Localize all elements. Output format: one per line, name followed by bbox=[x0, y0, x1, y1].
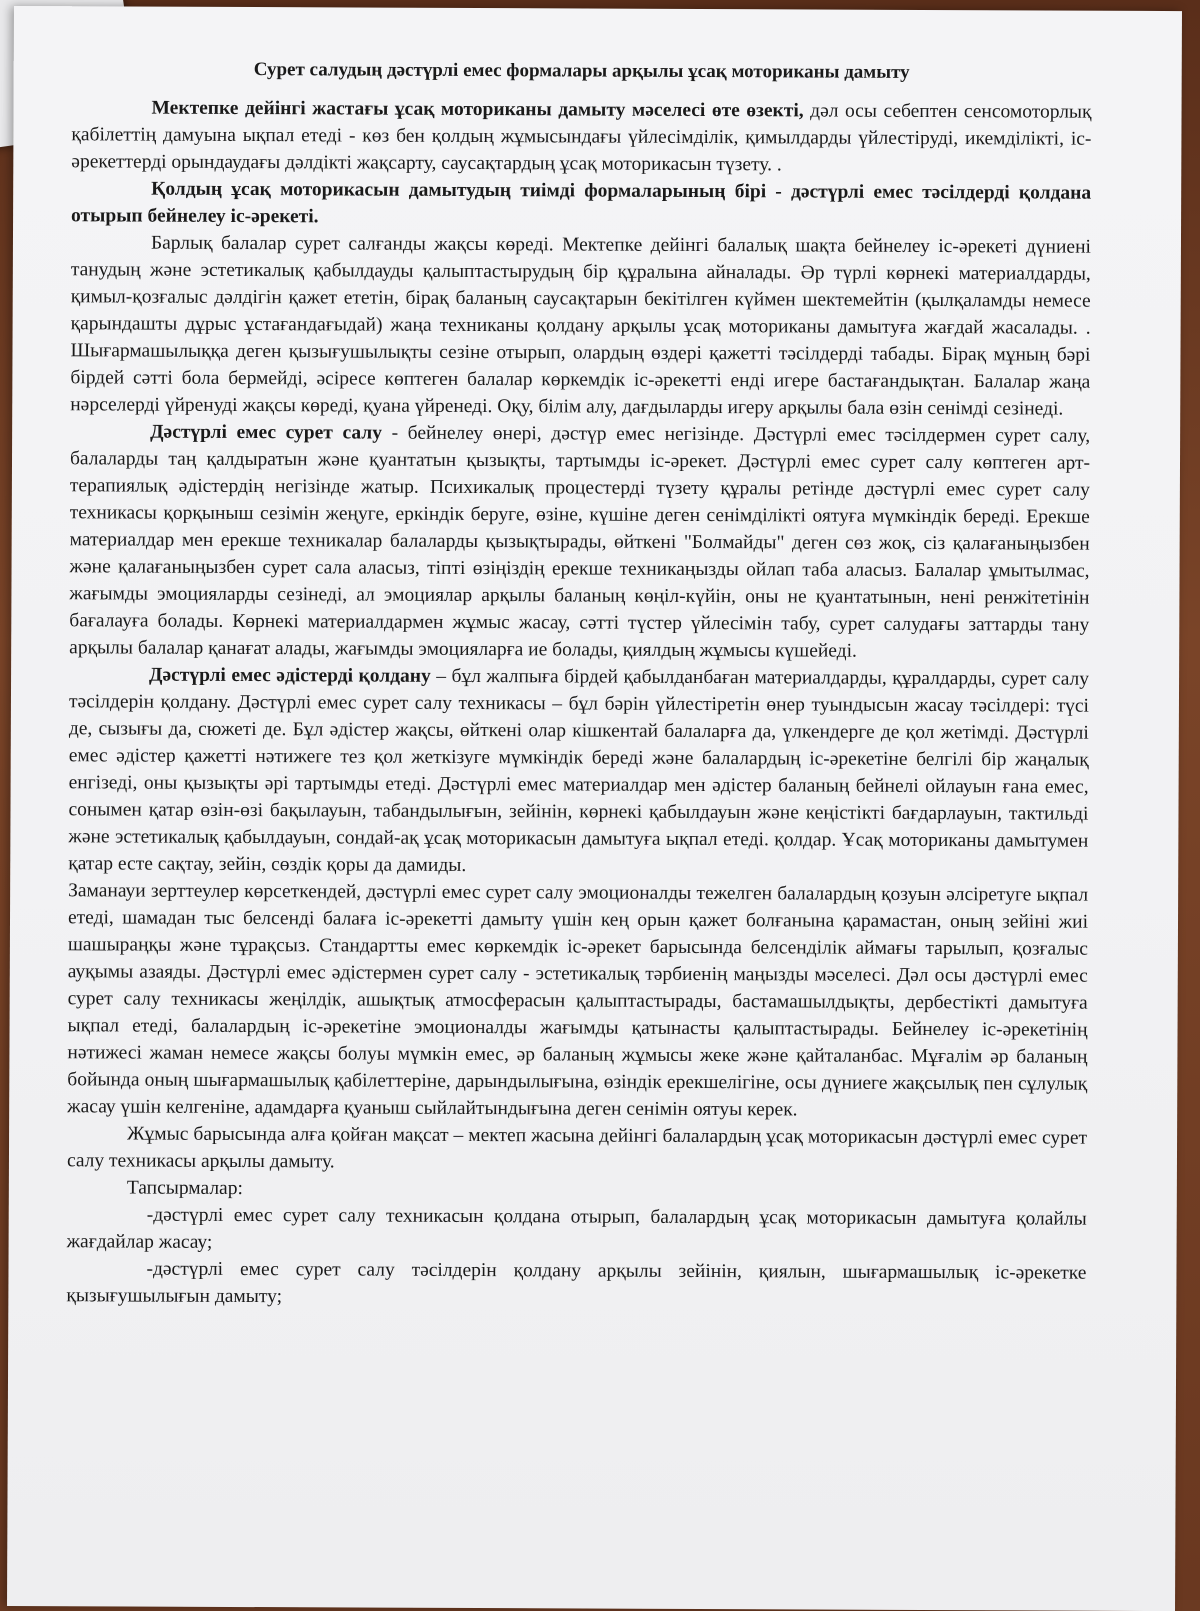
paragraph-5-bold: Дәстүрлі емес әдістерді қолдану bbox=[149, 664, 431, 687]
task-item-2: -дәстүрлі емес сурет салу тәсілдерін қолдану арқылы зейінін, қиялын, шығармашылық іс-әрекетке қызығушылығын дамыту; bbox=[66, 1258, 1087, 1308]
tasks-heading: Тапсырмалар: bbox=[126, 1177, 243, 1200]
paragraph-1-text: дәл осы себептен сенсомоторлық қабілеттің дамуына ықпал етеді - көз бен қолдың жұмысындағы үйлесімділік, қимылдарды үйлестіруді, икемділікті, іс-әрекеттерді орындаудағы дәлдікті жақсарту, саусақтардың ұсақ моторикасын түзету. . bbox=[71, 100, 1092, 176]
paragraph-5 bbox=[68, 661, 1089, 881]
paragraph-1 bbox=[71, 94, 1091, 179]
paragraph-4-text: - бейнелеу өнері, дәстүр емес негізінде. Дәстүрлі емес тәсілдермен сурет салу, балаларды таң қалдыратын және қуантатын қызықты, тартымды іс-әрекет. Дәстүрлі емес сурет салу көптеген арт-терапиялық әдістердің негізінде жатыр. Психикалық процестерді түзету құралы ретінде дәстүрлі емес сурет салу техникасы қорқыныш сезімін жеңуге, еркіндік беруге, өзіне, күшіне деген сенімділікті оятуға мүмкіндік береді. Ерекше материалдар мен ерекше техникалар балаларды қызықтырады, өйткені "Болмайды" деген сөз жоқ, сіз қалағаныңызбен және қалағаныңызбен сурет сала аласыз, тіпті өзіңіздің ерекше техникаңызды ойлап таба аласыз. Балалар ұмытылмас, жағымды эмоцияларды сезінеді, ал эмоциялар арқылы баланың көңіл-күйін, оны не қуантатынын, нені ренжітетінін бағалауға болады. Көрнекі материалдармен жұмыс жасау, сәтті түстер үйлесімін табу, сурет салудағы заттарды тану арқылы балалар қанағат алады, жағымды эмоцияларға ие болады, қиялдың жұмысы күшейеді. bbox=[69, 422, 1091, 662]
task-item-1: -дәстүрлі емес сурет салу техникасын қолдана отырып, балалардың ұсақ моторикасын дамытуға қолайлы жағдайлар жасау; bbox=[66, 1204, 1087, 1253]
paragraph-2 bbox=[71, 175, 1091, 233]
paragraph-4-bold: Дәстүрлі емес сурет салу bbox=[150, 421, 383, 444]
paragraph-4 bbox=[69, 418, 1090, 665]
document-page bbox=[7, 6, 1182, 1611]
paragraph-1-bold: Мектепке дейінгі жастағы ұсақ моториканы дамыту мәселесі өте өзекті, bbox=[151, 97, 804, 122]
paragraph-5-text: – бұл жалпыға бірдей қабылданбаған материалдарды, құралдарды, сурет салу тәсілдерін қолдану. Дәстүрлі емес сурет салу техникасы – бұл бәрін үйлестіретін өнер туындысын жасау тәсілдері: түсі де, сызығы да, сюжеті де. Бұл әдістер жақсы, өйткені олар кішкентай балаларға да, үлкендерге де қол жетімді. Дәстүрлі емес әдістер қажетті нәтижеге тез қол жеткізуге мүмкіндік береді және балалардың іс-әрекетіне белгілі бір жаңалық енгізеді, оны қызықты әрі тартымды етеді. Дәстүрлі емес материалдар мен әдістер баланың бейнелі ойлауын ғана емес, сонымен қатар өзін-өзі бақылауын, табандылығын, зейінін, көрнекі қабылдауын және кеңістікті бағдарлауын, тактильді және эстетикалық қабылдауын, сондай-ақ ұсақ моторикасын дамытуға ықпал етеді. қолдар. Ұсақ моториканы дамытумен қатар есте сақтау, зейін, сөздік қоры да дамиды. bbox=[68, 665, 1090, 876]
paragraph-2-bold: Қолдың ұсақ моторикасын дамытудың тиімді формаларының бірі - дәстүрлі емес тәсілдерді қолдана отырып бейнелеу іс-әрекеті. bbox=[71, 178, 1092, 228]
paragraph-6: Заманауи зерттеулер көрсеткендей, дәстүрлі емес сурет салу эмоционалды тежелген балалардың қозуын әлсіретуге ықпал етеді, шамадан тыс белсенді балаға іс-әрекетті дамыту үшін кең орын қажет болғанына қарамастан, оның зейіні жиі шашыраңқы және тұрақсыз. Стандартты емес көркемдік іс-әрекет барысында белсенділік аймағы тарылып, қозғалыс ауқымы азаяды. Дәстүрлі емес әдістермен сурет салу - эстетикалық тәрбиенің маңызды мәселесі. Дәл осы дәстүрлі емес сурет салу техникасы жеңілдік, ашықтық атмосферасын қалыптастырады, бастамашылдықты, дербестікті дамытуға ықпал етеді, балалардың іс-әрекетіне эмоционалды жағымды қатынасты қалыптастырады. Бейнелеу іс-әрекетінің нәтижесі жаман немесе жақсы болуы мүмкін емес, әр баланың жұмысы жеке және қайталанбас. Мұғалім әр баланың бойында оның шығармашылық қабілеттеріне, дарындылығына, өзіндік ерекшелігіне, осы дүниеге жақсылық пен сұлулық жасау үшін келгеніне, адамдарға қуаныш сыйлайтындығына деген сенімін оятуы керек. bbox=[67, 880, 1089, 1121]
document-body bbox=[66, 56, 1091, 1313]
document-title: Сурет салудың дәстүрлі емес формалары арқылы ұсақ моториканы дамыту bbox=[253, 59, 910, 83]
paragraph-7: Жұмыс барысында алға қойған мақсат – мектеп жасына дейінгі балалардың ұсақ моторикасын дәстүрлі емес сурет салу техникасы арқылы дамыту. bbox=[66, 1123, 1088, 1173]
paragraph-3: Барлық балалар сурет салғанды жақсы көреді. Мектепке дейінгі балалық шақта бейнелеу іс-әрекеті дүниені танудың және эстетикалық қабылдауды қалыптастырудың бір құралына айналады. Әр түрлі көрнекі материалдарды, қимыл-қозғалыс дәлдігін қажет ететін, бірақ баланың саусақтарын бекітілген күймен шектемейтін (қылқаламды немесе қарындашты дұрыс ұстағандағыдай) жаңа техниканы қолдану арқылы ұсақ моториканы дамытуға жағдай жасалады. . Шығармашылыққа деген қызығушылықты сезіне отырып, олардың өздері қажетті тәсілдерді табады. Бірақ мұның бәрі бірдей сәтті бола бермейді, әсіресе көптеген балалар көркемдік іс-әрекетті енді игере бастағандықтан. Балалар жаңа нәрселерді үйренуді жақсы көреді, қуана үйренеді. Оқу, білім алу, дағдыларды игеру арқылы бала өзін сенімді сезінеді. bbox=[70, 232, 1092, 420]
